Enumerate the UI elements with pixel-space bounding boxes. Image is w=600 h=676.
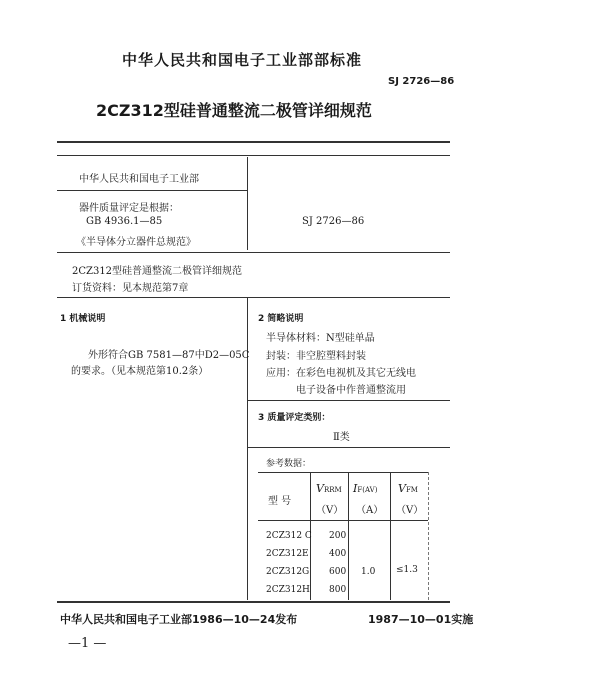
col-vfm-symbol: V	[398, 482, 406, 495]
table-row-model: 2CZ312 C	[266, 531, 312, 541]
spec-code: SJ 2726—86	[302, 216, 365, 227]
rule	[247, 400, 450, 401]
table-row-vrrm: 200	[329, 531, 347, 541]
section2-app1: 应用：在彩色电视机及其它无线电	[266, 368, 416, 379]
page-number: —1 —	[68, 636, 107, 651]
ref-label: 参考数据：	[266, 459, 312, 469]
standard-code: SJ 2726—86	[388, 76, 455, 87]
rule	[57, 297, 450, 298]
col-if-sub: F(AV)	[357, 486, 378, 494]
col-vrrm-sub: RRM	[323, 486, 342, 494]
quality-category: Ⅱ类	[333, 432, 350, 443]
col-if-unit: （A）	[356, 505, 384, 516]
table-right-edge	[428, 472, 429, 600]
section2-heading: 2 简略说明	[258, 314, 304, 324]
ministry-name: 中华人民共和国电子工业部	[79, 174, 199, 185]
column-divider	[247, 298, 248, 600]
section2-package: 封装：非空腔塑料封装	[266, 351, 366, 362]
col-vrrm-symbol: V	[316, 482, 324, 495]
col-vfm-unit: （V）	[396, 505, 424, 516]
table-row-model: 2CZ312E	[266, 549, 309, 559]
section3-heading: 3 质量评定类别：	[258, 413, 331, 423]
issue-date: 中华人民共和国电子工业部1986—10—24发布	[60, 613, 298, 626]
section1-line1: 外形符合GB 7581—87中D2—05C	[88, 350, 250, 361]
spec-title: 2CZ312型硅普通整流二极管详细规范	[96, 101, 372, 120]
table-col-line	[348, 472, 349, 600]
vfm-value: ≤1.3	[396, 565, 418, 575]
col-if-header	[353, 482, 377, 495]
col-model-header: 型 号	[268, 496, 292, 507]
rule	[247, 447, 450, 448]
section2-app2: 电子设备中作普通整流用	[296, 385, 406, 396]
table-row-model: 2CZ312G	[266, 567, 310, 577]
org-standard-title: 中华人民共和国电子工业部部标准	[122, 51, 363, 69]
rule	[57, 155, 450, 156]
table-row-model: 2CZ312H	[266, 585, 310, 595]
table-top-rule	[258, 472, 428, 473]
section1-heading: 1 机械说明	[60, 314, 106, 324]
section1-line2: 的要求。（见本规范第10.2条）	[71, 366, 209, 377]
info-divider	[247, 157, 248, 250]
spec-name: 2CZ312型硅普通整流二极管详细规范	[72, 266, 243, 277]
rule	[57, 190, 247, 191]
if-value: 1.0	[361, 567, 376, 577]
table-row-vrrm: 800	[329, 585, 347, 595]
table-header-rule	[258, 520, 428, 521]
table-col-line	[390, 472, 391, 600]
effective-date: 1987—10—01实施	[368, 613, 474, 626]
col-vfm-header	[398, 482, 418, 495]
basis-label: 器件质量评定是根据：	[79, 203, 179, 214]
col-if-symbol: I	[353, 482, 358, 495]
order-info: 订货资料：见本规范第7章	[72, 283, 189, 294]
top-rule	[57, 141, 450, 143]
basis-code: GB 4936.1—85	[86, 216, 163, 227]
col-vfm-sub: FM	[405, 486, 418, 494]
basis-name: 《半导体分立器件总规范》	[76, 237, 196, 248]
table-row-vrrm: 400	[329, 549, 347, 559]
col-vrrm-unit: （V）	[316, 505, 344, 516]
rule	[57, 252, 450, 253]
footer-rule	[57, 601, 450, 603]
section2-material: 半导体材料：N型硅单晶	[266, 333, 375, 344]
table-row-vrrm: 600	[329, 567, 347, 577]
col-vrrm-header	[316, 482, 342, 495]
